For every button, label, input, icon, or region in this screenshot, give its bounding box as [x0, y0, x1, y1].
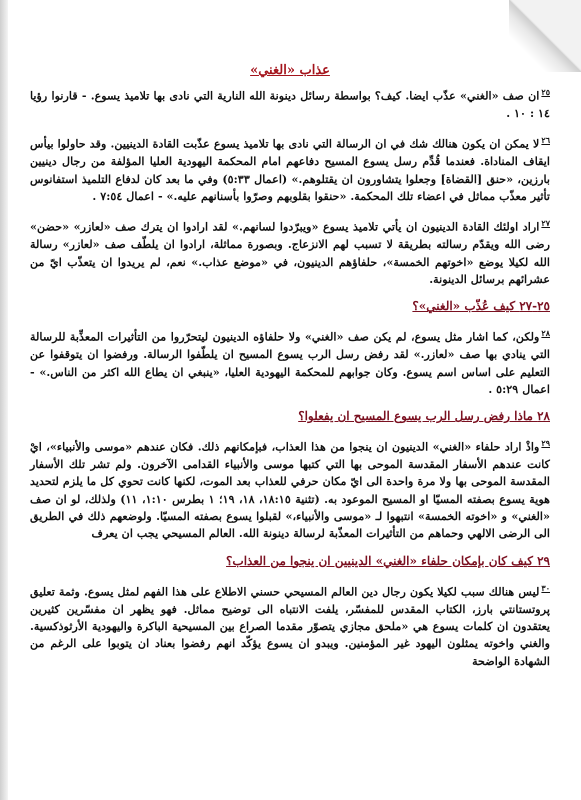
- paragraph-text: لا يمكن ان يكون هنالك شك في ان الرسالة التي نادى بها تلاميذ يسوع عذّبت القادة الدينيين. وقد حاولوا بيأس ايقاف المناداة. فعندما قُدِّم رسل يسوع المسيح دفاعهم امام المحكمة اليهودية العليا المؤلفة من رجال دينيين بارزين، «حنق [القضاة] وجعلوا يتشاورون ان يقتلوهم.» (اعمال ٥:٣٣) وفي ما بعد كان لدفاع التلميذ استفانوس تأثير معذّب مماثل في اعضاء تلك المحكمة. «حنقوا بقلوبهم وصرّوا بأسنانهم عليه.» - اعمال ٧:٥٤ .: [30, 137, 550, 203]
- paragraph-text: اراد اولئك القادة الدينيون ان يأتي تلاميذ يسوع «ويبرّدوا لسانهم.» لقد ارادوا ان يترك صف «لعازر» «حضن» رضى الله ويقدّم رسالته بطريقة لا تسبب لهم الانزعاج. وبصورة مماثلة، ارادوا ان يلطّف صف «لعازر» رسالة الله لكيلا يوضع «اخوتهم الخمسة»، حلفاؤهم الدينيون، في «موضع عذاب.» نعم، لم يريدوا ان يتعذّب ايّ من عشرائهم برسائل الدينونة.: [30, 219, 550, 286]
- page-title: عذاب «الغني»: [250, 63, 330, 78]
- paragraph-number: ٢٩: [541, 438, 550, 449]
- paragraph-number: ٣٠: [541, 582, 550, 593]
- paragraph-text: واذْ اراد حلفاء «الغني» الدينيون ان ينجوا من هذا العذاب، فبإمكانهم ذلك. فكان عندهم «موسى والأنبياء»، ايْ كانت عندهم الأسفار المقدسة الموحى بها التي كتبها موسى والأنبياء القدامى الآخرون. ولم تشر تلك الأسفار المقدسة الموحى بها ولا مرة واحدة الى ايّ مكان حرفي للعذاب بعد الموت، لكنها كانت تحوي كل ما يلزم لتحديد هوية يسوع بصفته المسيّا او المسيح الموعود به. (تثنية ١٨:١٥، ١٨، ١٩؛ ١ بطرس ١:١٠، ١١) ولذلك، لو ان صف «الغني» و «اخوته الخمسة» انتبهوا لـ «موسى والأنبياء،» لقبلوا يسوع بصفته المسيّا. ولوضعهم ذلك في الطريق الى الرضى الالهي وحماهم من التأثيرات المعذّبة لرسالة دينونة الله. العالم المسيحي يجب ان يعرف: [30, 439, 550, 541]
- paragraph-text: ان صف «الغني» عذّب ايضا. كيف؟ بواسطة رسائل دينونة الله النارية التي نادى بها تلاميذ يسوع. - قارنوا رؤيا ١٤ : ١٠ .: [30, 88, 550, 121]
- paragraph-number: ٢٨: [541, 328, 550, 339]
- paragraph-27: [30, 215, 550, 288]
- document-page: [30, 62, 550, 680]
- paragraph-text: ولكن، كما اشار مثل يسوع، لم يكن صف «الغني» ولا حلفاؤه الدينيون ليتحرّروا من التأثيرات المعذِّبة للرسالة التي ينادي بها صف «لعازر.» لقد رفض رسل الرب يسوع المسيح ان يلطّفوا الرسالة. ورفضوا ان يتوقفوا عن التعليم على اساس اسم يسوع. وكان جوابهم للمحكمة اليهودية العليا، «ينبغي ان يطاع الله اكثر من الناس.» - اعمال ٥:٢٩ .: [30, 329, 550, 396]
- scan-edge: [0, 0, 8, 800]
- paragraph-28: [30, 325, 550, 398]
- paragraph-30: [30, 580, 550, 670]
- paragraph-26: [30, 132, 550, 205]
- paragraph-number: ٢٥: [541, 87, 550, 97]
- paragraph-number: ٢٦: [541, 135, 550, 146]
- study-question-29: ٢٩ كيف كان بإمكان حلفاء «الغني» الدينيين ان ينجوا من العذاب؟: [226, 553, 550, 568]
- paragraph-29: [30, 435, 550, 543]
- paragraph-25: [30, 84, 550, 122]
- paragraph-text: ليس هنالك سبب لكيلا يكون رجال دين العالم المسيحي حسني الاطلاع على هذا الفهم لمثل يسوع. وثمة تعليق پروتستانتي بارز، الكتاب المقدس للمفسّر، يلفت الانتباه الى توضيح مماثل. فهو يظهر ان مفسّرين كثيرين يعتقدون ان كلمات يسوع هي «ملحق مجازي يتصوّر مقدما الصراع بين المسيحية الباكرة واليهودية الأرثوذكسية. والغني واخوته يمثلون اليهود غير المؤمنين. ويبدو ان يسوع يؤكّد انهم رفضوا بعناد ان يتوبوا على الرغم من الشهادة الواضحة: [30, 584, 550, 668]
- study-question-25-27: ٢٥-٢٧ كيف عُذّب «الغني»؟: [412, 299, 550, 314]
- paragraph-number: ٢٧: [541, 218, 550, 229]
- study-question-28: ٢٨ ماذا رفض رسل الرب يسوع المسيح ان يفعلوا؟: [298, 409, 550, 424]
